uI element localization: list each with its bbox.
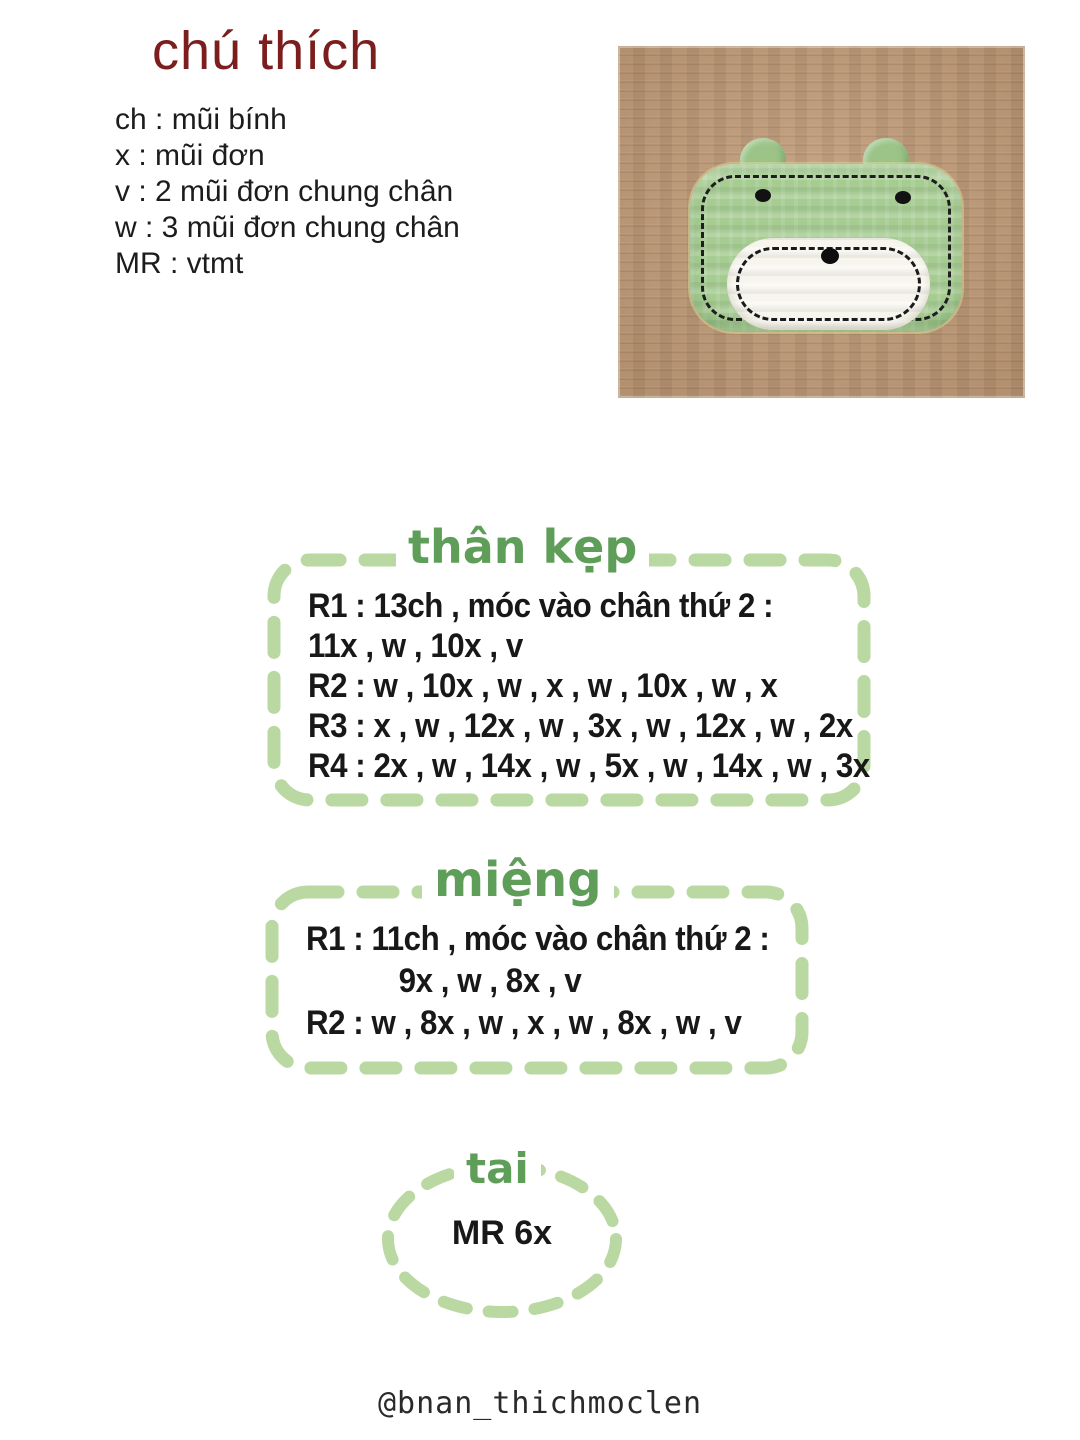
row-r2: R2 : w , 10x , w , x , w , 10x , w , x xyxy=(308,667,778,705)
frog-snout xyxy=(727,238,930,330)
frog-eye-left xyxy=(755,189,771,202)
frog-clip-image xyxy=(690,164,962,332)
legend-item-w: w : 3 mũi đơn chung chân xyxy=(115,211,460,244)
crochet-clip-photo xyxy=(618,46,1025,398)
section-title-tai: tai xyxy=(454,1144,541,1193)
legend-item-x: x : mũi đơn xyxy=(115,139,265,172)
pattern-rows-than-kep xyxy=(308,586,870,786)
frog-eye-right xyxy=(895,191,911,204)
row-r1-cont: 11x , w , 10x , v xyxy=(308,627,523,665)
legend-item-ch: ch : mũi bính xyxy=(115,103,287,136)
section-title-than-kep: thân kẹp xyxy=(396,520,649,574)
row-r2: R2 : w , 8x , w , x , w , 8x , w , v xyxy=(306,1004,742,1042)
row-r1-cont: 9x , w , 8x , v xyxy=(398,962,582,1000)
section-than-kep xyxy=(266,520,872,808)
pattern-rows-mieng xyxy=(306,918,769,1044)
row-r1: R1 : 13ch , móc vào chân thứ 2 : xyxy=(308,587,774,625)
row-r3: R3 : x , w , 12x , w , 3x , w , 12x , w , 2x xyxy=(308,707,853,745)
credit-handle: @bnan_thichmoclen xyxy=(377,1386,703,1421)
row-r4: R4 : 2x , w , 14x , w , 5x , w , 14x , w , 3x xyxy=(308,747,870,785)
section-mieng xyxy=(264,852,810,1076)
section-tai xyxy=(378,1144,626,1320)
row-r1: R1 : 11ch , móc vào chân thứ 2 : xyxy=(306,920,770,958)
frog-nose xyxy=(821,248,839,264)
stitch-legend xyxy=(115,102,460,282)
row-mr: MR 6x xyxy=(451,1214,553,1252)
section-title-mieng: miệng xyxy=(422,852,614,908)
legend-item-mr: MR : vtmt xyxy=(115,247,244,280)
page-title: chú thích xyxy=(152,21,381,81)
legend-item-v: v : 2 mũi đơn chung chân xyxy=(115,175,454,208)
frog-body xyxy=(690,164,962,332)
